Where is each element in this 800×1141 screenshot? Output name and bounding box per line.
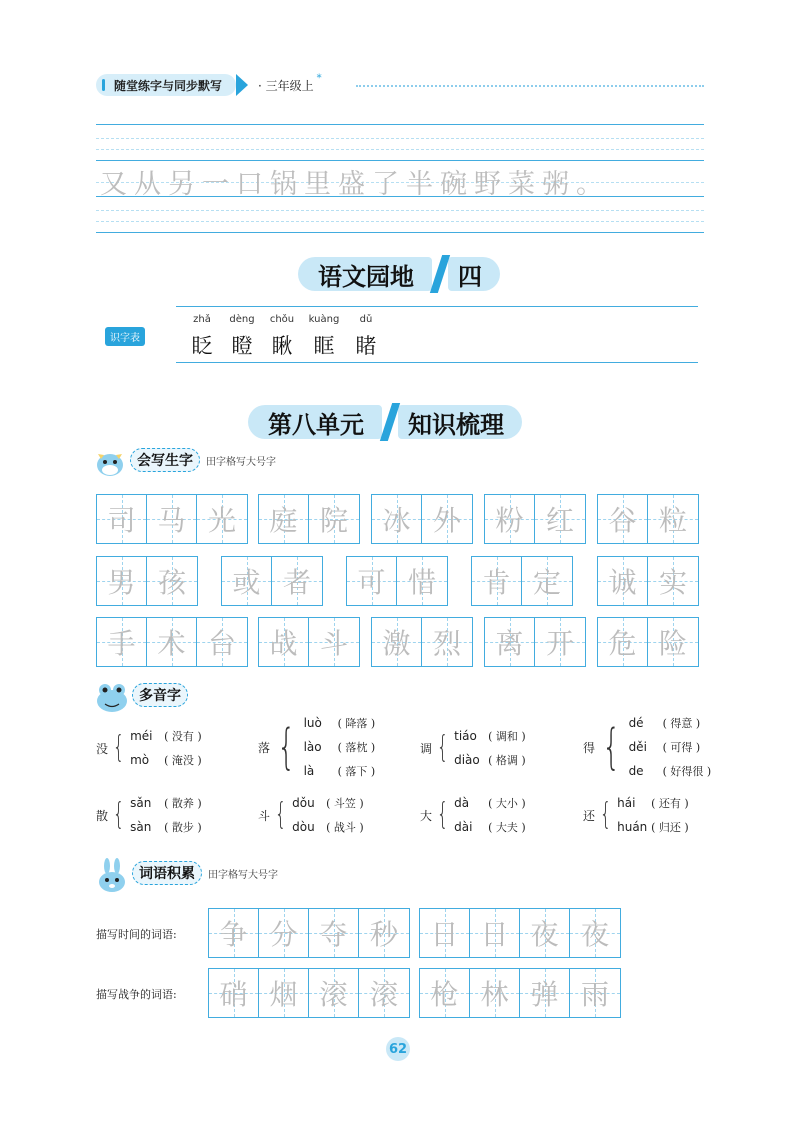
polyphonic-group: [420, 791, 526, 839]
writing-line: [96, 124, 704, 125]
char-pinyin: zhǎ: [193, 314, 211, 325]
trace-char: 惜: [407, 566, 436, 599]
vocab-header: [94, 858, 278, 888]
tianzige-box: [96, 617, 248, 667]
tianzige-cell: [472, 557, 522, 605]
trace-char: 可: [357, 566, 386, 599]
trace-char: 或: [232, 566, 261, 599]
writing-line: [96, 160, 704, 161]
brace-icon: {: [112, 730, 125, 765]
tianzige-cell: [309, 909, 359, 957]
tianzige-cell: [648, 557, 698, 605]
reading-pinyin: dà: [454, 796, 470, 810]
reading-pinyin: tiáo: [454, 729, 477, 743]
tianzige-cell: [97, 495, 147, 543]
garden-banner: [298, 256, 500, 292]
tianzige-cell: [372, 618, 422, 666]
reading-row: [454, 748, 526, 772]
tianzige-box: [597, 617, 699, 667]
brace-icon: {: [436, 797, 449, 832]
char-hanzi: 瞪: [231, 334, 253, 358]
frog-icon: [94, 680, 130, 710]
tianzige-box: [484, 617, 586, 667]
tianzige-cell: [570, 909, 620, 957]
writing-guide: [96, 149, 704, 150]
trace-char: 司: [107, 504, 136, 537]
tianzige-box: [221, 556, 323, 606]
tianzige-cell: [570, 969, 620, 1017]
tianzige-cell: [147, 557, 197, 605]
garden-number: 四: [448, 257, 500, 291]
tianzige-box: [471, 556, 573, 606]
book-title: 随堂练字与同步默写: [96, 74, 236, 96]
polyphonic-group: [258, 791, 364, 839]
grade-label: · 三年级上: [258, 78, 314, 93]
trace-char: 定: [532, 566, 561, 599]
vocab-label: 描写战争的词语:: [96, 988, 177, 1001]
tianzige-cell: [397, 557, 447, 605]
reading-word: ( 散养 ): [164, 797, 202, 810]
reading-row: [454, 724, 526, 748]
tianzige-cell: [97, 618, 147, 666]
literacy-char: [346, 314, 386, 360]
polyphonic-readings: [454, 724, 526, 772]
tianzige-cell: [222, 557, 272, 605]
tianzige-box: [371, 617, 473, 667]
polyphonic-title: 多音字: [132, 683, 188, 707]
reading-word: ( 好得很 ): [662, 765, 712, 778]
tianzige-cell: [372, 495, 422, 543]
trace-char: 肯: [482, 566, 511, 599]
polyphonic-char: 调: [420, 741, 433, 756]
literacy-char: [182, 314, 222, 360]
reading-pinyin: de: [628, 764, 644, 778]
reading-word: ( 归还 ): [651, 821, 689, 834]
trace-char: 日: [430, 918, 459, 951]
trace-char: 术: [157, 627, 186, 660]
tianzige-box: [597, 556, 699, 606]
tianzige-cell: [420, 909, 470, 957]
polyphonic-readings: [629, 711, 712, 783]
char-hanzi: 眶: [313, 334, 335, 358]
reading-row: [617, 791, 689, 815]
brace-icon: {: [277, 719, 296, 775]
trace-char: 台: [207, 627, 236, 660]
tianzige-cell: [520, 909, 570, 957]
page-header: [96, 74, 322, 96]
trace-char: 斗: [319, 627, 348, 660]
tianzige-cell: [485, 618, 535, 666]
polyphonic-char: 斗: [258, 808, 271, 823]
reading-pinyin: là: [303, 764, 315, 778]
brace-icon: {: [274, 797, 287, 832]
char-hanzi: 睹: [355, 334, 377, 358]
trace-char: 滚: [369, 978, 398, 1011]
tianzige-box: [258, 494, 360, 544]
trace-char: 红: [545, 504, 574, 537]
trace-char: 院: [319, 504, 348, 537]
tianzige-box: [208, 968, 410, 1018]
write-chars-title: 会写生字: [130, 448, 200, 472]
tianzige-cell: [209, 969, 259, 1017]
tianzige-cell: [535, 495, 585, 543]
polyphonic-header: [94, 680, 188, 710]
reading-row: [304, 735, 376, 759]
reading-row: [304, 759, 376, 783]
rabbit-icon: [94, 858, 130, 888]
char-hanzi: 眨: [191, 334, 213, 358]
reading-word: ( 大小 ): [488, 797, 526, 810]
tianzige-cell: [197, 495, 247, 543]
reading-pinyin: dǒu: [292, 796, 315, 810]
reading-pinyin: luò: [303, 716, 322, 730]
reading-word: ( 格调 ): [488, 754, 526, 767]
reading-pinyin: huán: [617, 820, 648, 834]
polyphonic-char: 落: [258, 740, 271, 755]
tianzige-cell: [470, 969, 520, 1017]
polyphonic-group: [420, 724, 526, 772]
reading-row: [454, 791, 526, 815]
tianzige-cell: [420, 969, 470, 1017]
trace-char: 离: [495, 627, 524, 660]
trace-char: 外: [432, 504, 461, 537]
polyphonic-readings: [130, 724, 202, 772]
trace-sentence: 又从另一口锅里盛了半碗野菜粥。: [100, 169, 610, 200]
polyphonic-readings: [304, 711, 376, 783]
trace-char: 硝: [219, 978, 248, 1011]
polyphonic-char: 散: [96, 808, 109, 823]
trace-char: 冰: [382, 504, 411, 537]
trace-char: 夺: [319, 918, 348, 951]
trace-char: 滚: [319, 978, 348, 1011]
reading-pinyin: hái: [617, 796, 636, 810]
reading-row: [130, 748, 202, 772]
vocab-note: 田字格写大号字: [208, 869, 278, 881]
polyphonic-char: 得: [583, 740, 596, 755]
reading-word: ( 还有 ): [651, 797, 689, 810]
reading-pinyin: sǎn: [130, 796, 152, 810]
tianzige-cell: [648, 495, 698, 543]
trace-char: 弹: [530, 978, 559, 1011]
reading-word: ( 淹没 ): [164, 754, 202, 767]
reading-row: [130, 724, 202, 748]
reading-row: [292, 791, 364, 815]
trace-char: 粒: [658, 504, 687, 537]
trace-char: 夜: [580, 918, 609, 951]
cow-icon: [92, 445, 128, 475]
char-hanzi: 瞅: [271, 334, 293, 358]
tianzige-cell: [422, 618, 472, 666]
literacy-char: [222, 314, 262, 360]
trace-char: 争: [219, 918, 248, 951]
reading-word: ( 得意 ): [662, 717, 701, 730]
trace-char: 烟: [269, 978, 298, 1011]
trace-char: 雨: [580, 978, 609, 1011]
unit-title: 第八单元: [248, 405, 382, 439]
polyphonic-readings: [130, 791, 202, 839]
tianzige-cell: [309, 618, 359, 666]
star-icon: *: [316, 72, 322, 84]
polyphonic-char: 还: [583, 808, 596, 823]
write-chars-header: [92, 445, 276, 475]
reading-word: ( 调和 ): [488, 730, 526, 743]
tianzige-cell: [598, 618, 648, 666]
polyphonic-readings: [617, 791, 689, 839]
tianzige-box: [96, 494, 248, 544]
reading-word: ( 大夫 ): [488, 821, 526, 834]
polyphonic-readings: [292, 791, 364, 839]
reading-pinyin: dòu: [292, 820, 315, 834]
write-chars-note: 田字格写大号字: [206, 456, 276, 468]
char-pinyin: kuàng: [308, 314, 340, 325]
brace-icon: {: [602, 719, 621, 775]
page-number: 62: [386, 1037, 410, 1061]
tianzige-cell: [522, 557, 572, 605]
tianzige-cell: [259, 909, 309, 957]
tianzige-cell: [470, 909, 520, 957]
literacy-char: [304, 314, 344, 360]
trace-char: 秒: [369, 918, 398, 951]
trace-char: 手: [107, 627, 136, 660]
tianzige-cell: [197, 618, 247, 666]
reading-row: [629, 711, 712, 735]
tianzige-cell: [209, 909, 259, 957]
trace-char: 夜: [530, 918, 559, 951]
reading-row: [130, 815, 202, 839]
tianzige-box: [258, 617, 360, 667]
trace-char: 谷: [608, 504, 637, 537]
trace-char: 孩: [157, 566, 186, 599]
trace-char: 男: [107, 566, 136, 599]
reading-word: ( 战斗 ): [326, 821, 364, 834]
polyphonic-group: [583, 711, 711, 783]
table-rule: [176, 362, 698, 363]
tianzige-cell: [485, 495, 535, 543]
reading-word: ( 落下 ): [337, 765, 376, 778]
tianzige-box: [484, 494, 586, 544]
reading-pinyin: děi: [628, 740, 647, 754]
tianzige-cell: [309, 969, 359, 1017]
tianzige-cell: [520, 969, 570, 1017]
reading-row: [130, 791, 202, 815]
char-pinyin: dǔ: [359, 314, 373, 325]
tianzige-cell: [598, 495, 648, 543]
reading-pinyin: mò: [130, 753, 150, 767]
header-arrow-icon: [236, 74, 248, 96]
polyphonic-group: [96, 724, 202, 772]
tianzige-cell: [259, 969, 309, 1017]
char-pinyin: dèng: [229, 314, 255, 325]
trace-char: 险: [658, 627, 687, 660]
trace-char: 开: [545, 627, 574, 660]
reading-row: [454, 815, 526, 839]
tianzige-cell: [535, 618, 585, 666]
reading-row: [292, 815, 364, 839]
polyphonic-group: [583, 791, 689, 839]
trace-char: 者: [282, 566, 311, 599]
reading-word: ( 可得 ): [662, 741, 701, 754]
tianzige-box: [371, 494, 473, 544]
writing-guide: [96, 138, 704, 139]
reading-word: ( 斗笠 ): [326, 797, 364, 810]
writing-line: [96, 232, 704, 233]
reading-pinyin: méi: [130, 729, 153, 743]
tianzige-cell: [347, 557, 397, 605]
tianzige-box: [208, 908, 410, 958]
reading-row: [629, 759, 712, 783]
tianzige-cell: [147, 495, 197, 543]
tianzige-cell: [648, 618, 698, 666]
polyphonic-group: [258, 711, 375, 783]
tianzige-cell: [259, 618, 309, 666]
reading-row: [304, 711, 376, 735]
reading-pinyin: lào: [303, 740, 322, 754]
trace-char: 枪: [430, 978, 459, 1011]
polyphonic-char: 大: [420, 808, 433, 823]
trace-char: 烈: [432, 627, 461, 660]
vocab-title: 词语积累: [132, 861, 202, 885]
tianzige-cell: [259, 495, 309, 543]
brace-icon: {: [112, 797, 125, 832]
trace-char: 马: [157, 504, 186, 537]
tianzige-box: [419, 968, 621, 1018]
polyphonic-readings: [454, 791, 526, 839]
tianzige-cell: [598, 557, 648, 605]
reading-pinyin: dé: [628, 716, 644, 730]
trace-char: 林: [480, 978, 509, 1011]
reading-pinyin: diào: [454, 753, 480, 767]
brace-icon: {: [599, 797, 612, 832]
tianzige-box: [96, 556, 198, 606]
writing-guide: [96, 221, 704, 222]
tianzige-cell: [97, 557, 147, 605]
polyphonic-group: [96, 791, 202, 839]
writing-guide: [96, 210, 704, 211]
tianzige-box: [597, 494, 699, 544]
trace-char: 光: [207, 504, 236, 537]
polyphonic-char: 没: [96, 741, 109, 756]
tianzige-box: [346, 556, 448, 606]
tianzige-box: [419, 908, 621, 958]
reading-word: ( 没有 ): [164, 730, 202, 743]
unit-banner: [248, 404, 522, 440]
reading-word: ( 降落 ): [337, 717, 376, 730]
reading-word: ( 散步 ): [164, 821, 202, 834]
literacy-char: [262, 314, 302, 360]
trace-char: 危: [608, 627, 637, 660]
trace-char: 分: [269, 918, 298, 951]
vocab-label: 描写时间的词语:: [96, 928, 177, 941]
char-pinyin: chǒu: [269, 314, 295, 325]
tianzige-cell: [359, 909, 409, 957]
reading-row: [617, 815, 689, 839]
tianzige-cell: [272, 557, 322, 605]
tianzige-cell: [422, 495, 472, 543]
trace-char: 诚: [608, 566, 637, 599]
trace-char: 战: [269, 627, 298, 660]
table-rule: [176, 306, 698, 307]
tianzige-cell: [147, 618, 197, 666]
brace-icon: {: [436, 730, 449, 765]
reading-word: ( 落枕 ): [337, 741, 376, 754]
trace-char: 庭: [269, 504, 298, 537]
tianzige-cell: [309, 495, 359, 543]
literacy-label: 识字表: [105, 327, 145, 346]
header-divider: [356, 85, 704, 87]
trace-char: 实: [658, 566, 687, 599]
reading-pinyin: dài: [454, 820, 473, 834]
trace-char: 粉: [495, 504, 524, 537]
trace-char: 日: [480, 918, 509, 951]
reading-row: [629, 735, 712, 759]
garden-title: 语文园地: [298, 257, 432, 291]
unit-subtitle: 知识梳理: [398, 405, 522, 439]
trace-char: 激: [382, 627, 411, 660]
tianzige-cell: [359, 969, 409, 1017]
reading-pinyin: sàn: [130, 820, 152, 834]
